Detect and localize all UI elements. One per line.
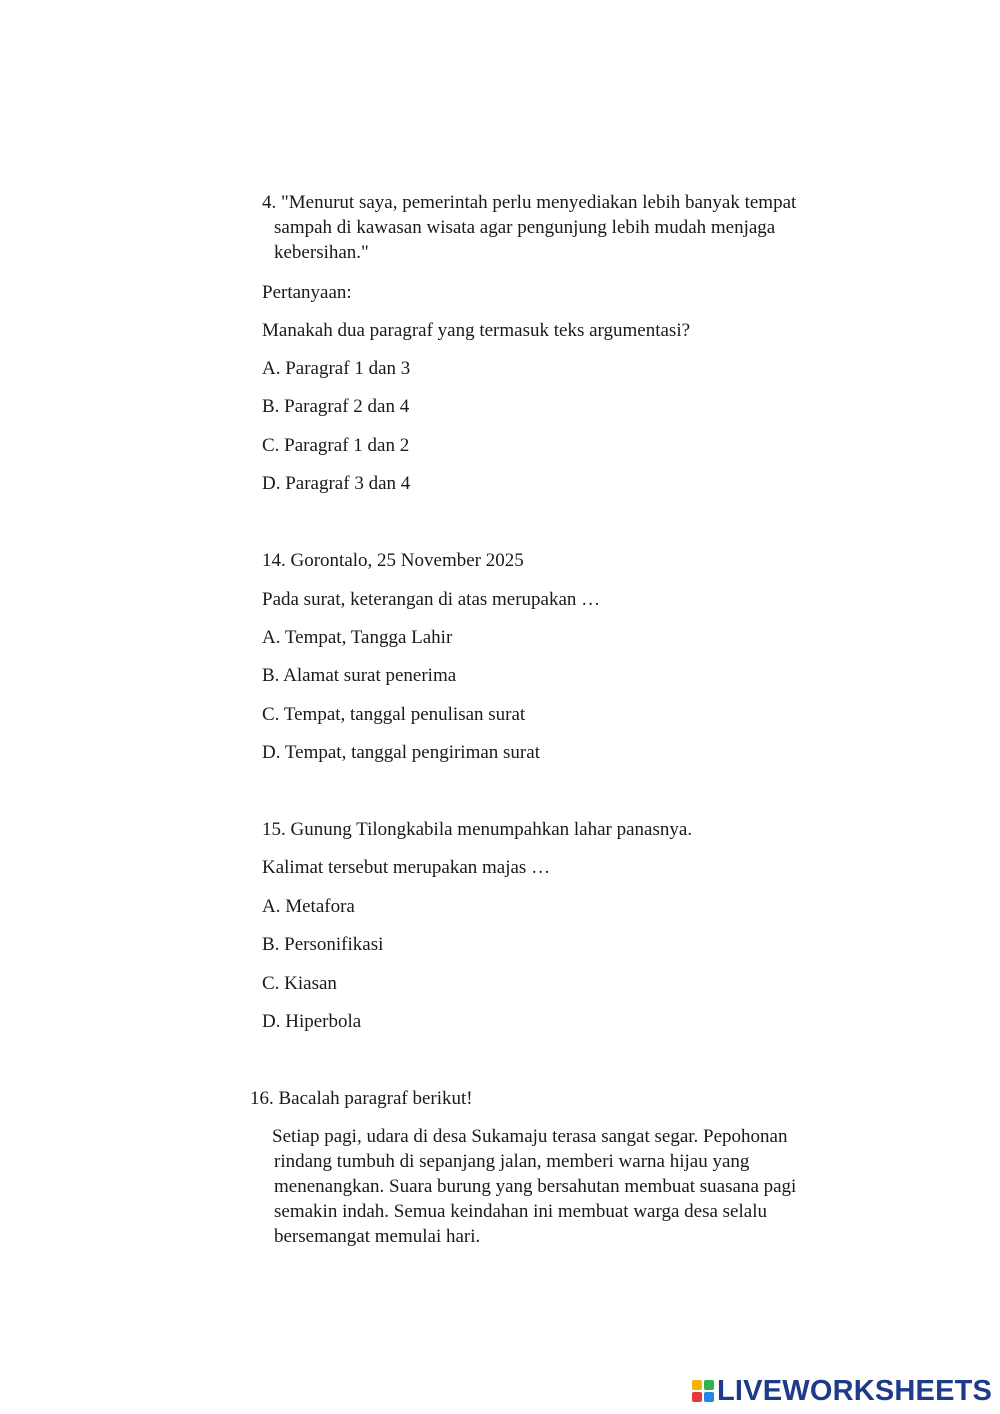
q15-option-c: C. Kiasan (262, 973, 337, 994)
q16-paragraph-line-4: semakin indah. Semua keindahan ini membuat warga desa selalu (274, 1201, 767, 1222)
q4-option-d: D. Paragraf 3 dan 4 (262, 473, 411, 494)
q15-option-d: D. Hiperbola (262, 1011, 362, 1032)
q4-statement-line-2: sampah di kawasan wisata agar pengunjung lebih mudah menjaga (274, 217, 776, 238)
q15-stem: 15. Gunung Tilongkabila menumpahkan lahar panasnya. (262, 819, 693, 840)
q16-stem: 16. Bacalah paragraf berikut! (250, 1088, 473, 1109)
logo-square-3 (692, 1392, 702, 1402)
q16-paragraph-line-3: menenangkan. Suara burung yang bersahutan membuat suasana pagi (274, 1176, 797, 1197)
q15-option-a: A. Metafora (262, 896, 355, 917)
q14-question: Pada surat, keterangan di atas merupakan … (262, 589, 601, 610)
q16-paragraph-line-2: rindang tumbuh di sepanjang jalan, memberi warna hijau yang (274, 1151, 750, 1172)
q15-question: Kalimat tersebut merupakan majas … (262, 857, 551, 878)
q14-option-c: C. Tempat, tanggal penulisan surat (262, 704, 526, 725)
logo-text: LIVEWORKSHEETS (717, 1375, 993, 1407)
logo-square-4 (704, 1392, 714, 1402)
logo-square-2 (704, 1380, 714, 1390)
q4-option-a: A. Paragraf 1 dan 3 (262, 358, 411, 379)
q14-option-d: D. Tempat, tanggal pengiriman surat (262, 742, 540, 763)
q4-statement-line-1: 4. "Menurut saya, pemerintah perlu menyediakan lebih banyak tempat (262, 192, 797, 213)
q16-paragraph-line-5: bersemangat memulai hari. (274, 1226, 481, 1247)
q15-option-b: B. Personifikasi (262, 934, 384, 955)
q4-question: Manakah dua paragraf yang termasuk teks argumentasi? (262, 320, 691, 341)
q4-label: Pertanyaan: (262, 282, 352, 303)
liveworksheets-logo (692, 1374, 992, 1408)
q16-paragraph-line-1: Setiap pagi, udara di desa Sukamaju terasa sangat segar. Pepohonan (272, 1126, 788, 1147)
q4-option-c: C. Paragraf 1 dan 2 (262, 435, 410, 456)
q4-statement-line-3: kebersihan." (274, 242, 369, 263)
liveworksheets-logo-icon (692, 1380, 714, 1402)
logo-square-1 (692, 1380, 702, 1390)
q14-option-b: B. Alamat surat penerima (262, 665, 457, 686)
q14-option-a: A. Tempat, Tangga Lahir (262, 627, 453, 648)
q4-option-b: B. Paragraf 2 dan 4 (262, 396, 410, 417)
q14-stem: 14. Gorontalo, 25 November 2025 (262, 550, 524, 571)
